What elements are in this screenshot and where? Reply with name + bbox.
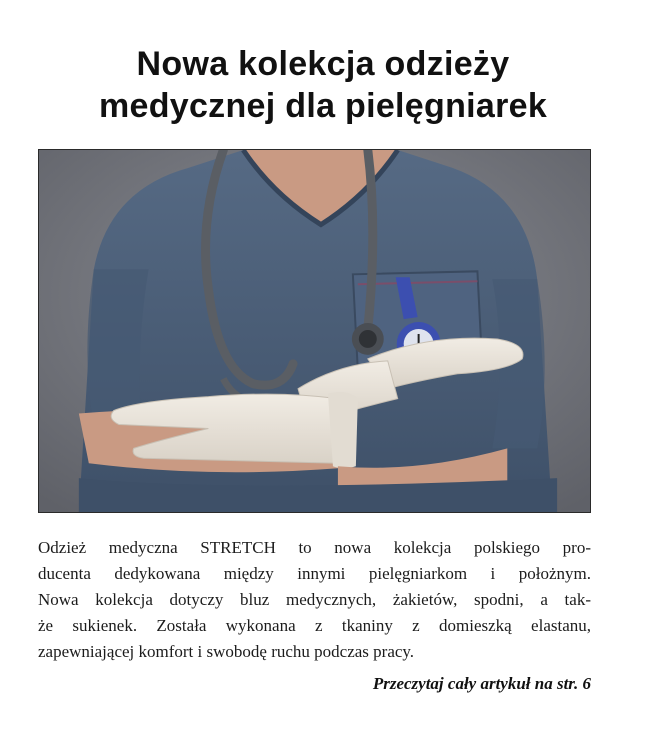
article-photo <box>38 149 591 513</box>
headline-line-2: medycznej dla pielęgniarek <box>98 87 548 125</box>
headline-line-1: Nowa kolekcja odzieży <box>136 45 510 83</box>
article-body <box>38 535 591 665</box>
body-line: Odzież medyczna STRETCH to nowa kolekcja polskiego pro- <box>38 538 591 557</box>
nurse-with-stethoscope-illustration <box>39 150 590 512</box>
read-more-link[interactable]: Przeczytaj cały artykuł na str. 6 <box>372 674 591 693</box>
body-line: zapewniającej komfort i swobodę ruchu podczas pracy. <box>38 642 415 661</box>
body-line: ducenta dedykowana między innymi pielęgniarkom i położnym. <box>38 564 591 583</box>
article-headline <box>20 43 626 127</box>
body-line: że sukienek. Została wykonana z tkaniny z domieszką elastanu, <box>38 616 591 635</box>
body-line: Nowa kolekcja dotyczy bluz medycznych, żakietów, spodni, a tak- <box>38 590 591 609</box>
